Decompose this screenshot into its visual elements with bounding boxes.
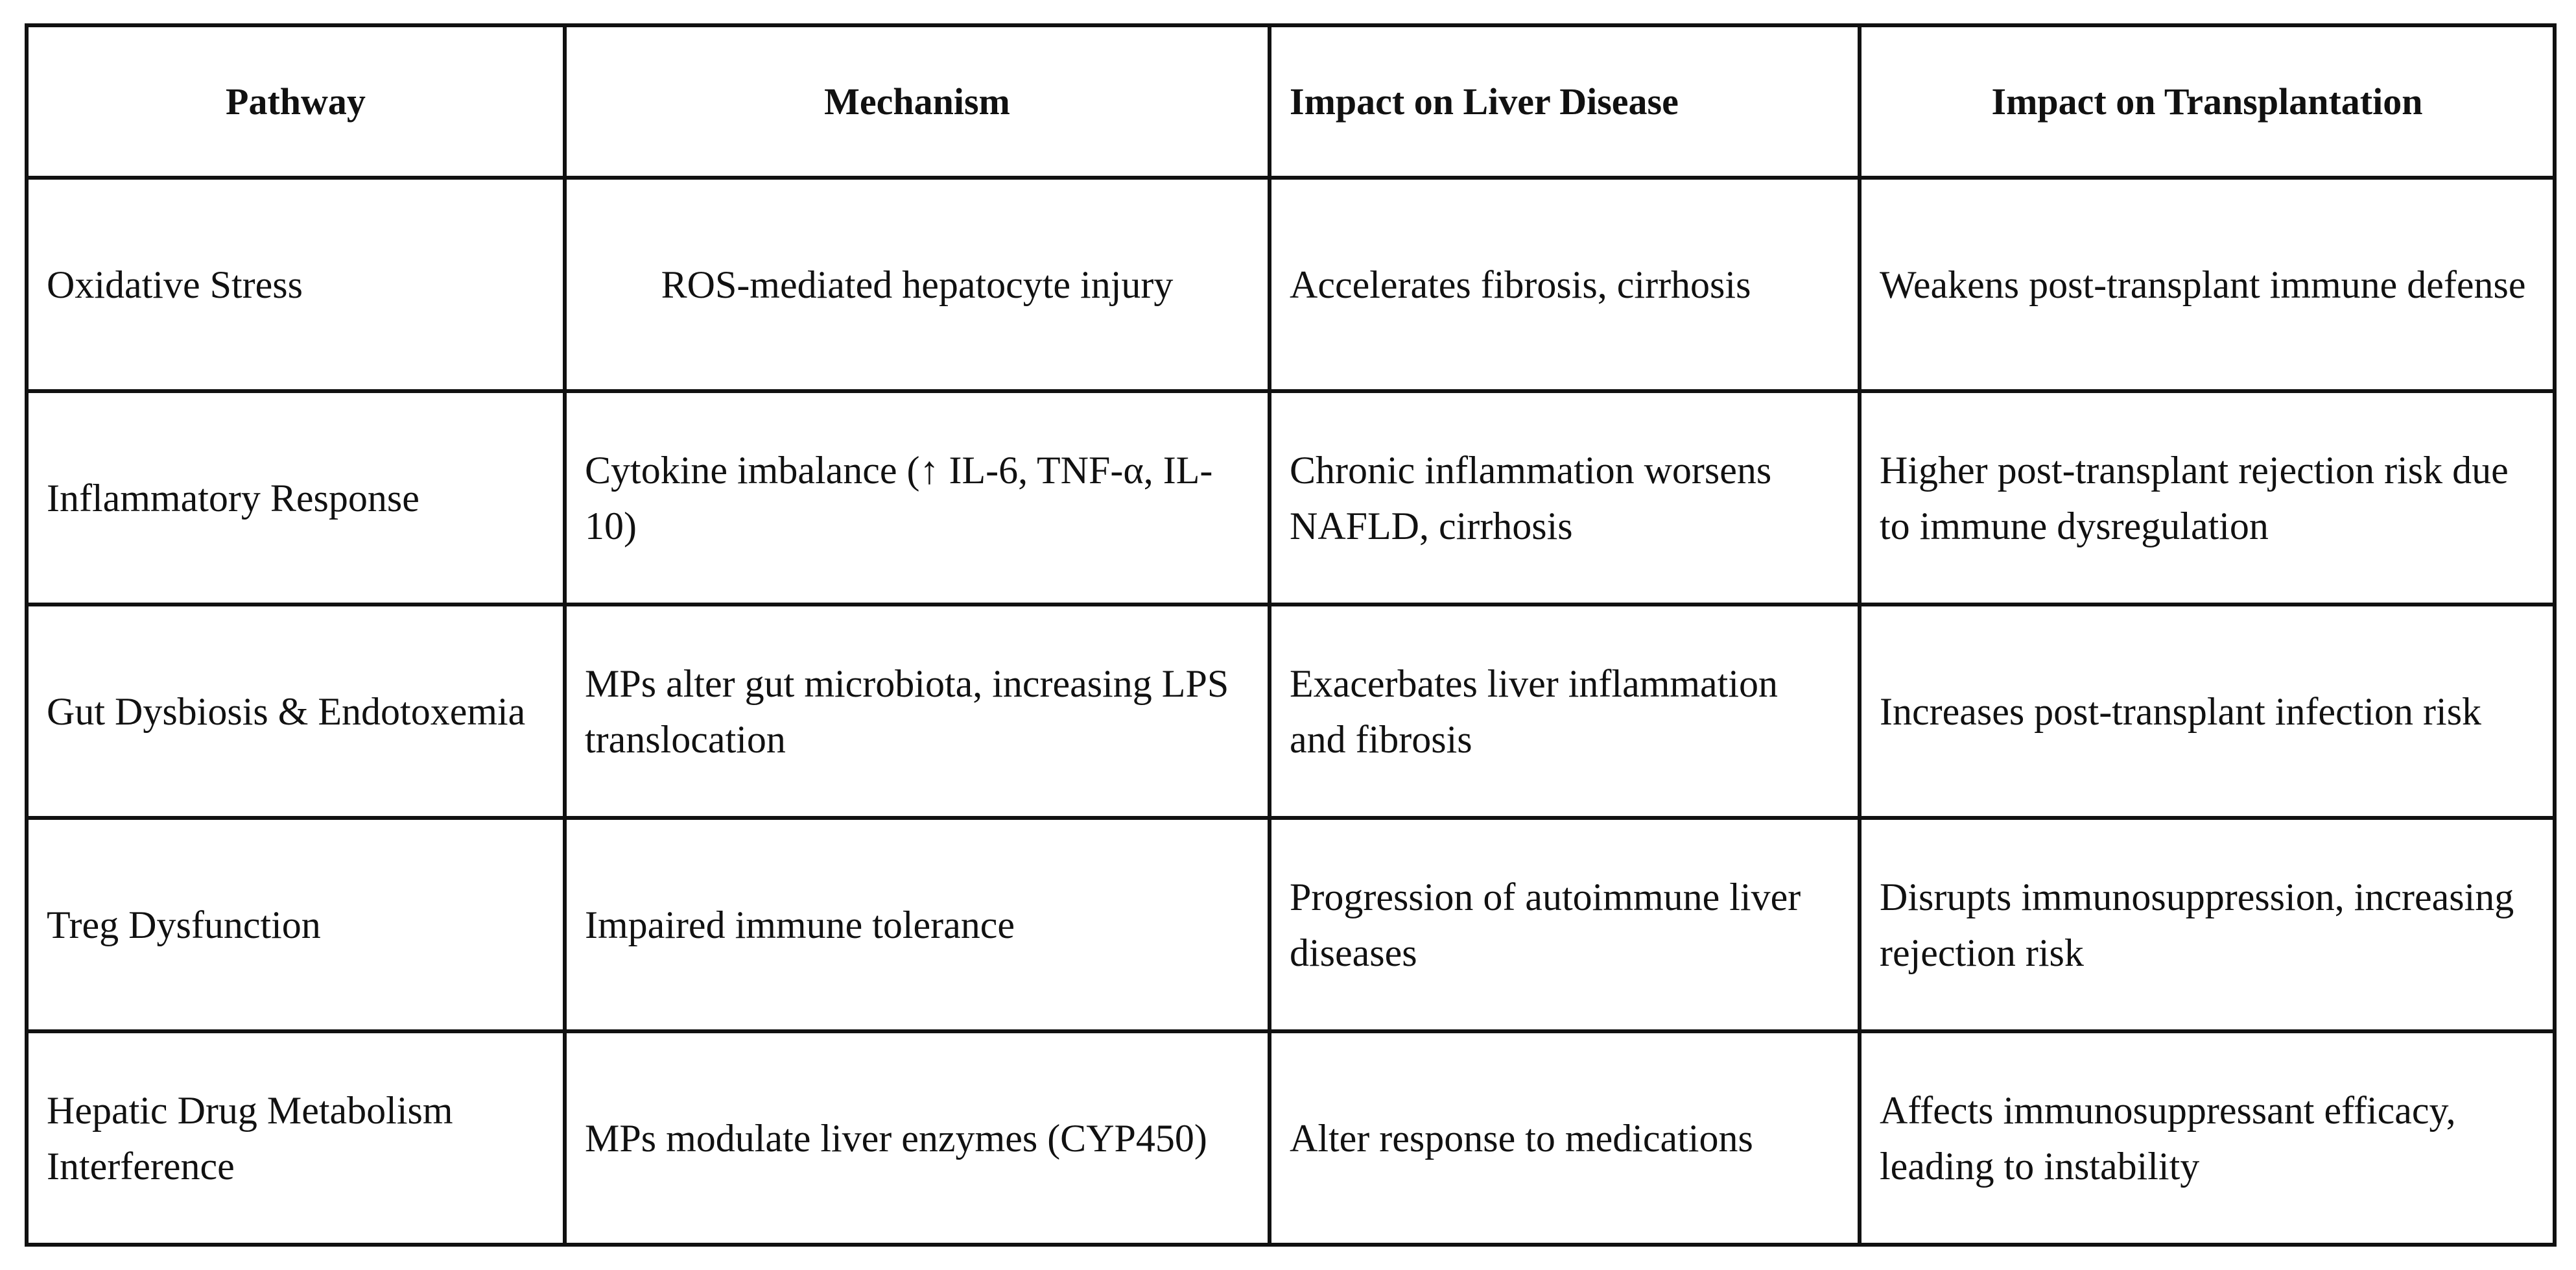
table-row	[27, 605, 2555, 818]
cell-impact-transplant: Weakens post-transplant immune defense	[1860, 178, 2555, 391]
header-pathway: Pathway	[27, 25, 565, 178]
cell-impact-liver: Alter response to medications	[1270, 1031, 1860, 1245]
cell-mechanism: Impaired immune tolerance	[565, 818, 1270, 1031]
cell-impact-transplant: Higher post-transplant rejection risk due to immune dysregulation	[1860, 391, 2555, 605]
cell-impact-transplant: Increases post-transplant infection risk	[1860, 605, 2555, 818]
cell-impact-transplant: Affects immunosuppressant efficacy, leading to instability	[1860, 1031, 2555, 1245]
table-container	[25, 23, 2553, 1245]
pathway-table	[25, 23, 2557, 1247]
cell-pathway: Treg Dysfunction	[27, 818, 565, 1031]
cell-impact-liver: Chronic inflammation worsens NAFLD, cirrhosis	[1270, 391, 1860, 605]
header-impact-liver: Impact on Liver Disease	[1270, 25, 1860, 178]
cell-mechanism: ROS-mediated hepatocyte injury	[565, 178, 1270, 391]
header-mechanism: Mechanism	[565, 25, 1270, 178]
cell-mechanism: Cytokine imbalance (↑ IL-6, TNF-α, IL-10)	[565, 391, 1270, 605]
cell-pathway: Hepatic Drug Metabolism Interference	[27, 1031, 565, 1245]
header-impact-transplant: Impact on Transplantation	[1860, 25, 2555, 178]
cell-impact-liver: Progression of autoimmune liver diseases	[1270, 818, 1860, 1031]
table-row	[27, 818, 2555, 1031]
cell-pathway: Inflammatory Response	[27, 391, 565, 605]
cell-mechanism: MPs modulate liver enzymes (CYP450)	[565, 1031, 1270, 1245]
cell-impact-transplant: Disrupts immunosuppression, increasing rejection risk	[1860, 818, 2555, 1031]
header-row	[27, 25, 2555, 178]
cell-pathway: Gut Dysbiosis & Endotoxemia	[27, 605, 565, 818]
table-row	[27, 1031, 2555, 1245]
table-row	[27, 178, 2555, 391]
cell-mechanism: MPs alter gut microbiota, increasing LPS translocation	[565, 605, 1270, 818]
cell-impact-liver: Accelerates fibrosis, cirrhosis	[1270, 178, 1860, 391]
table-body	[27, 178, 2555, 1245]
table-row	[27, 391, 2555, 605]
cell-pathway: Oxidative Stress	[27, 178, 565, 391]
table-header	[27, 25, 2555, 178]
cell-impact-liver: Exacerbates liver inflammation and fibrosis	[1270, 605, 1860, 818]
